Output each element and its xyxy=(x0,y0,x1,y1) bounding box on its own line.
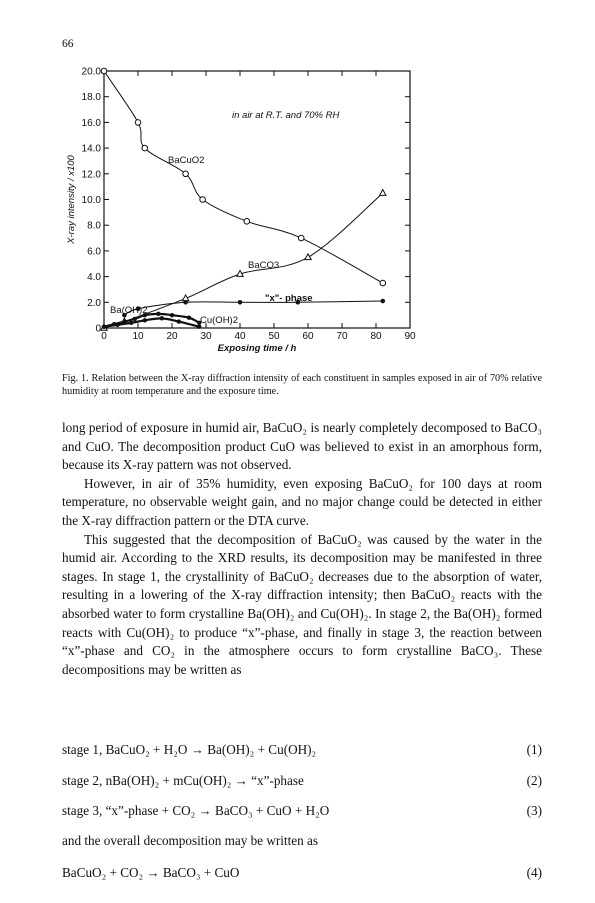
x-tick-label: 60 xyxy=(302,331,314,342)
label-baoh2: Ba(OH)2 xyxy=(110,305,148,316)
label-bacuo2: BaCuO2 xyxy=(168,155,205,166)
paragraph-3: This suggested that the decomposition of BaCuO₂ was caused by the water in the humid air. According to the XRD results, its decomposition may be manifested in three stages. In stage 1, the crystallinity of BaCuO₂ decreases due to the absorption of water, resulting in a lowering of the X-ray diffraction intensity; then BaCuO₂ reacts with the absorbed water to form crystalline Ba(OH)₂ and Cu(OH)₂. In stage 2, the Ba(OH)₂ formed reacts with Cu(OH)₂ to produce “x”-phase, and finally in stage 3, the reaction between “x”-phase and CO₂ in the atmosphere occurs to form crystalline BaCO₃. These decompositions may be written as xyxy=(62,531,542,677)
data-point-circle xyxy=(135,120,141,126)
paragraph-1: long period of exposure in humid air, BaCuO₂ is nearly completely decomposed to BaCO₃ and CuO. The decomposition product CuO was believed to exist in an amorphous form, because its X-ray pattern was not observed. xyxy=(62,420,542,473)
equation-1-text: stage 1, BaCuO₂ + H₂O → Ba(OH)₂ + Cu(OH)₂ xyxy=(62,742,317,757)
equation-4-number: (4) xyxy=(526,865,542,880)
x-axis-label: Exposing time / h xyxy=(217,343,297,354)
data-point-circle xyxy=(183,171,189,177)
y-tick-label: 18.0 xyxy=(81,92,101,104)
x-tick-label: 20 xyxy=(166,331,178,342)
y-tick-label: 6.0 xyxy=(87,246,101,258)
xrd-intensity-chart xyxy=(0,0,595,370)
label-cuoh2: Cu(OH)2 xyxy=(200,315,239,326)
data-point-filled xyxy=(170,313,174,317)
x-tick-label: 80 xyxy=(370,331,382,342)
overall-intro: and the overall decomposition may be written as xyxy=(62,833,318,848)
data-point-dot xyxy=(238,300,243,305)
equation-3-text: stage 3, “x”-phase + CO₂ → BaCO₃ + CuO + H₂O xyxy=(62,803,330,818)
figure-caption xyxy=(62,372,542,398)
x-tick-label: 10 xyxy=(132,331,144,342)
y-tick-label: 4.0 xyxy=(87,272,101,284)
body-text xyxy=(62,419,542,679)
data-point-circle xyxy=(142,145,148,151)
paragraph-2: However, in air of 35% humidity, even exposing BaCuO₂ for 100 days at room temperature, no observable weight gain, and no major change could be detected in either the X-ray diffraction pattern or the DTA curve. xyxy=(62,475,542,528)
x-tick-label: 30 xyxy=(200,331,212,342)
equation-1 xyxy=(62,742,542,758)
data-point-circle xyxy=(298,235,304,241)
x-tick-label: 0 xyxy=(101,331,107,342)
label-xphase: "x"- phase xyxy=(265,293,313,304)
equation-3 xyxy=(62,803,542,819)
data-point-filled xyxy=(102,325,106,329)
y-axis-label: X-ray intensity / x100 xyxy=(66,155,77,244)
y-tick-label: 20.0 xyxy=(81,66,101,78)
data-point-dot xyxy=(381,299,386,304)
equation-2-text: stage 2, nBa(OH)₂ + mCu(OH)₂ → “x”-phase xyxy=(62,773,304,788)
equation-4 xyxy=(62,865,542,881)
y-tick-label: 0 xyxy=(95,323,101,335)
x-tick-label: 90 xyxy=(404,331,416,342)
label-baco3: BaCO3 xyxy=(248,260,280,271)
y-tick-label: 2.0 xyxy=(87,297,101,309)
x-tick-label: 50 xyxy=(268,331,280,342)
equation-2 xyxy=(62,773,542,789)
data-point-triangle xyxy=(380,190,386,196)
overall-text xyxy=(62,833,542,849)
data-point-circle xyxy=(244,219,250,225)
x-tick-label: 40 xyxy=(234,331,246,342)
data-point-circle xyxy=(101,68,107,74)
series-line-0 xyxy=(104,71,383,283)
data-point-triangle xyxy=(305,254,311,260)
chart-annotation: in air at R.T. and 70% RH xyxy=(232,110,340,121)
data-point-filled xyxy=(143,318,147,322)
data-point-circle xyxy=(380,280,386,286)
y-tick-label: 14.0 xyxy=(81,143,101,155)
y-tick-label: 8.0 xyxy=(87,220,101,232)
data-point-filled xyxy=(177,319,181,323)
page-number: 66 xyxy=(62,38,74,50)
data-point-circle xyxy=(200,197,206,203)
y-tick-label: 10.0 xyxy=(81,195,101,206)
data-point-filled xyxy=(160,316,164,320)
data-point-filled xyxy=(129,321,133,325)
data-point-filled xyxy=(187,316,191,320)
caption-label: Fig. 1. xyxy=(62,373,89,384)
equation-1-number: (1) xyxy=(526,742,542,757)
data-point-filled xyxy=(132,317,136,321)
y-tick-label: 16.0 xyxy=(81,117,101,129)
y-tick-label: 12.0 xyxy=(81,169,101,181)
data-point-dot xyxy=(183,300,188,305)
data-point-filled xyxy=(156,312,160,316)
caption-text: Relation between the X-ray diffraction intensity of each constituent in samples exposed in air of 70% relative humidity at room temperature and the exposure time. xyxy=(62,373,543,397)
equation-4-text: BaCuO₂ + CO₂ → BaCO₃ + CuO xyxy=(62,865,240,880)
equation-3-number: (3) xyxy=(526,803,542,818)
data-point-filled xyxy=(115,323,119,327)
equation-2-number: (2) xyxy=(526,773,542,788)
x-tick-label: 70 xyxy=(336,331,348,342)
